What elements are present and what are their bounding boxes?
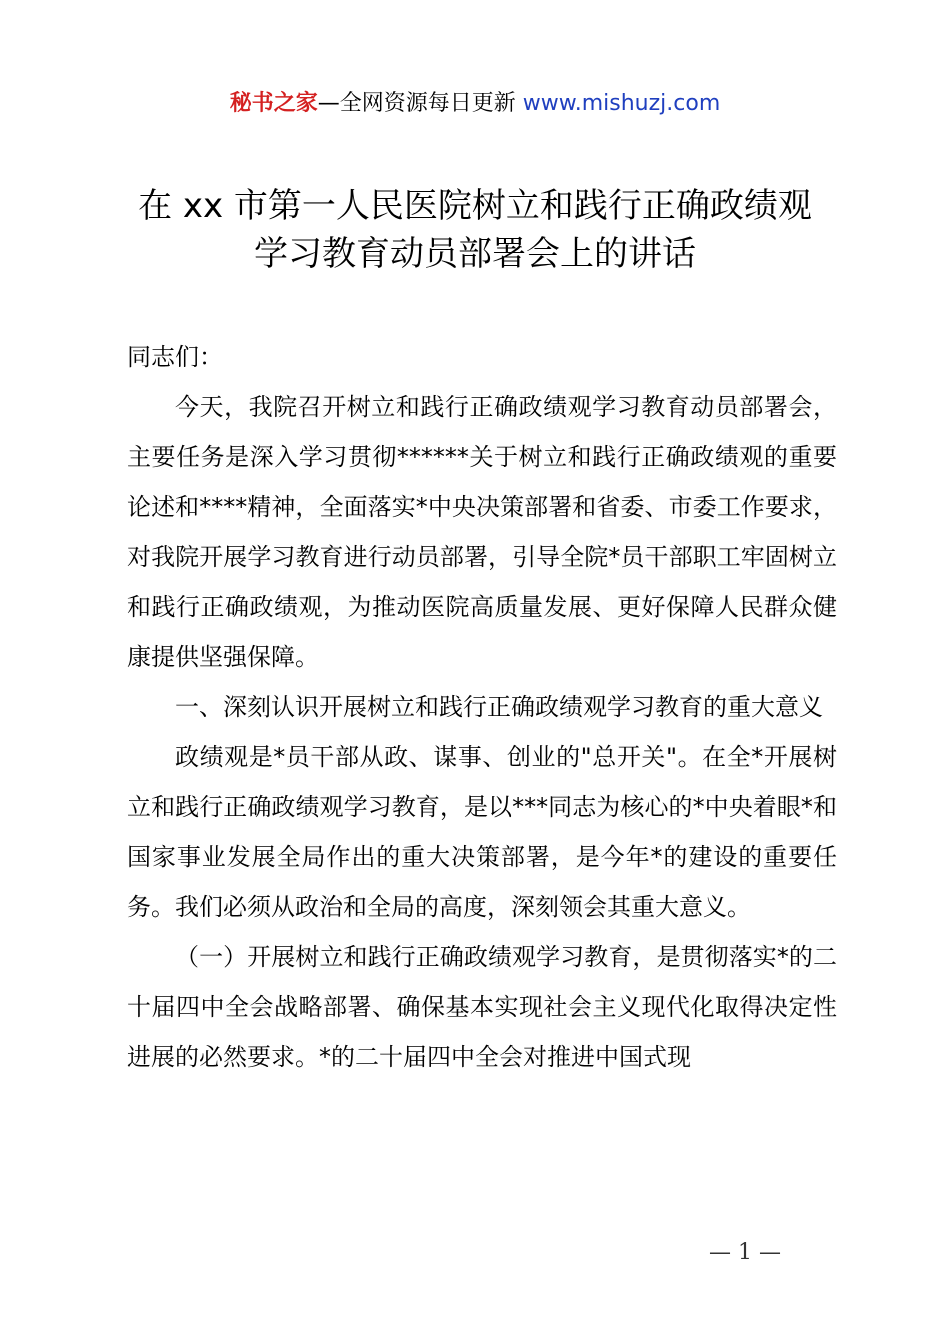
document-body	[127, 332, 837, 1082]
page-number: — 1 —	[709, 1240, 781, 1265]
salutation: 同志们：	[127, 343, 223, 371]
title-line-1: 在 xx 市第一人民医院树立和践行正确政绩观	[138, 186, 812, 226]
site-header	[0, 86, 950, 122]
document-title	[0, 182, 950, 278]
site-slogan: —全网资源每日更新	[317, 91, 523, 116]
paragraph-subsection-1: （一）开展树立和践行正确政绩观学习教育，是贯彻落实*的二十届四中全会战略部署、确保基本实现社会主义现代化取得决定性进展的必然要求。*的二十届四中全会对推进中国式现	[127, 943, 837, 1071]
title-line-2: 学习教育动员部署会上的讲话	[254, 234, 696, 274]
paragraph-significance: 政绩观是*员干部从政、谋事、创业的"总开关"。在全*开展树立和践行正确政绩观学习教育，是以***同志为核心的*中央着眼*和国家事业发展全局作出的重大决策部署，是今年*的建设的重要任务。我们必须从政治和全局的高度，深刻领会其重大意义。	[127, 743, 837, 921]
site-url-link[interactable]: www.mishuzj.com	[522, 91, 721, 116]
site-brand: 秘书之家	[229, 91, 318, 116]
section-heading-1: 一、深刻认识开展树立和践行正确政绩观学习教育的重大意义	[175, 693, 823, 721]
paragraph-intro: 今天，我院召开树立和践行正确政绩观学习教育动员部署会，主要任务是深入学习贯彻******关于树立和践行正确政绩观的重要论述和****精神，全面落实*中央决策部署和省委、市委工作要求，对我院开展学习教育进行动员部署，引导全院*员干部职工牢固树立和践行正确政绩观，为推动医院高质量发展、更好保障人民群众健康提供坚强保障。	[127, 393, 837, 671]
